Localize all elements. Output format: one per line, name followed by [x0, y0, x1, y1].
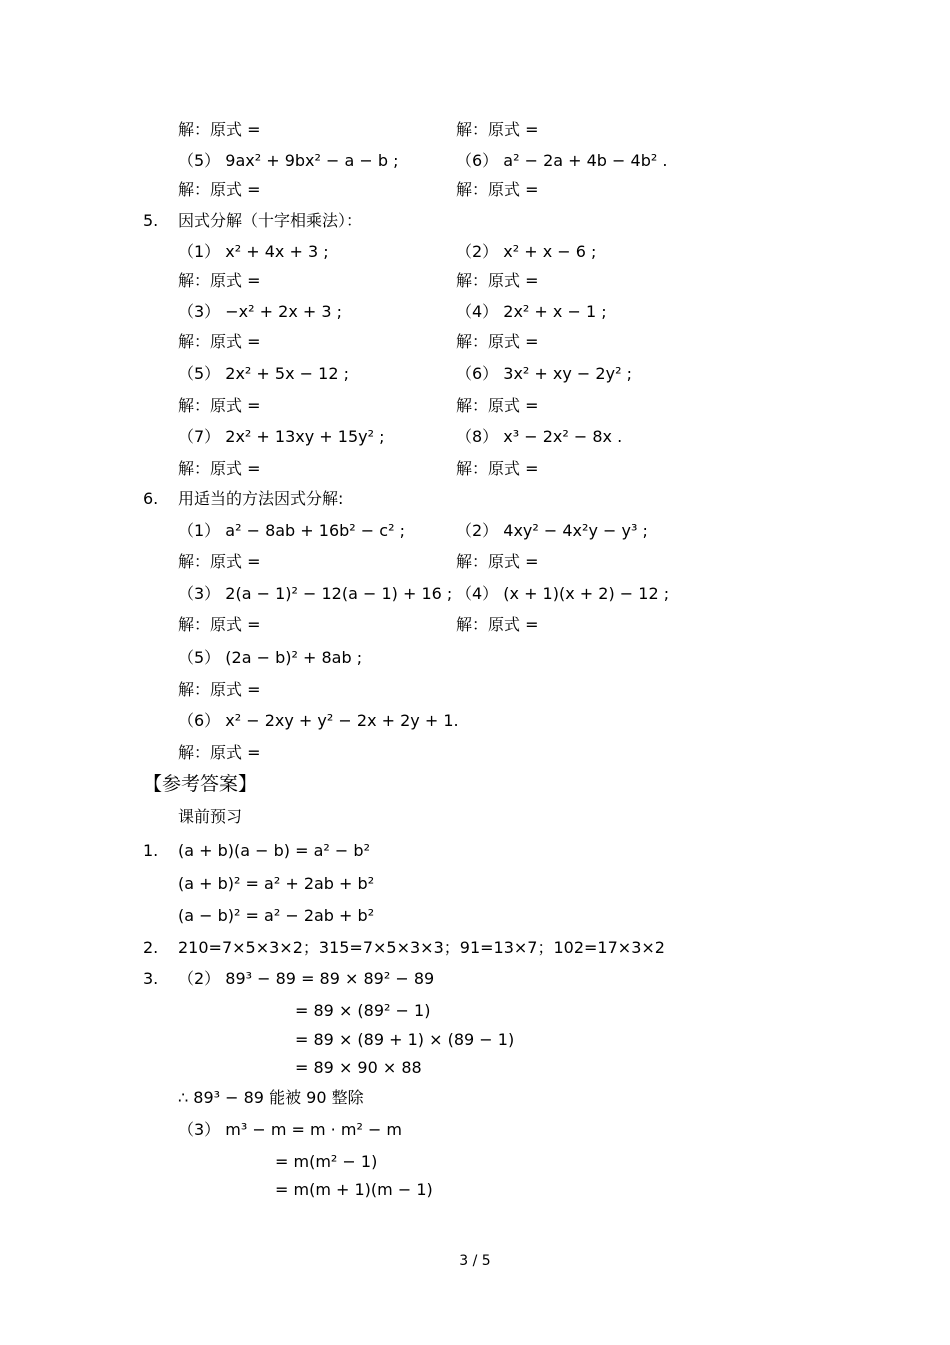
- answer-1-number: 1.: [143, 841, 159, 860]
- answer-3-line-1: （2） 89³ − 89 = 89 × 89² − 89: [178, 969, 435, 988]
- solution-line: 解：原式 =: [178, 332, 261, 351]
- solution-line: 解：原式 =: [178, 271, 261, 290]
- answer-1-line-3: (a − b)² = a² − 2ab + b²: [178, 906, 375, 925]
- exercise-5-7: （7） 2x² + 13xy + 15y² ;: [178, 427, 385, 446]
- exercise-4-5: （5） 9ax² + 9bx² − a − b ;: [178, 151, 399, 170]
- solution-line: 解：原式 =: [456, 271, 539, 290]
- answer-3-line-4: = 89 × 90 × 88: [295, 1058, 422, 1077]
- answer-2: 210=7×5×3×2；315=7×5×3×3；91=13×7；102=17×3×2: [178, 938, 665, 957]
- answer-3-line-6: （3） m³ − m = m · m² − m: [178, 1120, 403, 1139]
- solution-line: 解：原式 =: [456, 332, 539, 351]
- answers-subheading: 课前预习: [178, 807, 243, 826]
- answer-3-line-3: = 89 × (89 + 1) × (89 − 1): [295, 1030, 515, 1049]
- solution-line: 解：原式 =: [456, 396, 539, 415]
- page-number: 3 / 5: [459, 1253, 491, 1269]
- section-5-title: 因式分解（十字相乘法）：: [178, 211, 363, 230]
- answer-3-number: 3.: [143, 969, 159, 988]
- solution-line: 解：原式 =: [456, 552, 539, 571]
- exercise-6-1: （1） a² − 8ab + 16b² − c² ;: [178, 521, 405, 540]
- exercise-5-8: （8） x³ − 2x² − 8x .: [456, 427, 623, 446]
- solution-line: 解：原式 =: [178, 120, 261, 139]
- exercise-5-4: （4） 2x² + x − 1 ;: [456, 302, 607, 321]
- section-6-title: 用适当的方法因式分解:: [178, 489, 344, 508]
- solution-line: 解：原式 =: [178, 615, 261, 634]
- exercise-5-1: （1） x² + 4x + 3 ;: [178, 242, 329, 261]
- exercise-5-2: （2） x² + x − 6 ;: [456, 242, 597, 261]
- answer-3-line-5: ∴ 89³ − 89 能被 90 整除: [178, 1088, 364, 1107]
- solution-line: 解：原式 =: [456, 615, 539, 634]
- section-6-number: 6.: [143, 489, 159, 508]
- solution-line: 解：原式 =: [178, 552, 261, 571]
- solution-line: 解：原式 =: [178, 680, 261, 699]
- exercise-5-6: （6） 3x² + xy − 2y² ;: [456, 364, 632, 383]
- answer-1-line-2: (a + b)² = a² + 2ab + b²: [178, 874, 375, 893]
- exercise-5-5: （5） 2x² + 5x − 12 ;: [178, 364, 349, 383]
- answer-3-line-8: = m(m + 1)(m − 1): [275, 1180, 433, 1199]
- solution-line: 解：原式 =: [456, 180, 539, 199]
- solution-line: 解：原式 =: [178, 743, 261, 762]
- solution-line: 解：原式 =: [178, 459, 261, 478]
- solution-line: 解：原式 =: [456, 459, 539, 478]
- exercise-6-4: （4） (x + 1)(x + 2) − 12 ;: [456, 584, 670, 603]
- answer-3-line-7: = m(m² − 1): [275, 1152, 378, 1171]
- exercise-4-6: （6） a² − 2a + 4b − 4b² .: [456, 151, 668, 170]
- solution-line: 解：原式 =: [178, 180, 261, 199]
- exercise-6-3: （3） 2(a − 1)² − 12(a − 1) + 16 ;: [178, 584, 453, 603]
- solution-line: 解：原式 =: [178, 396, 261, 415]
- answer-3-line-2: = 89 × (89² − 1): [295, 1001, 431, 1020]
- exercise-6-2: （2） 4xy² − 4x²y − y³ ;: [456, 521, 648, 540]
- answer-2-number: 2.: [143, 938, 159, 957]
- solution-line: 解：原式 =: [456, 120, 539, 139]
- exercise-6-5: （5） (2a − b)² + 8ab ;: [178, 648, 363, 667]
- exercise-5-3: （3） −x² + 2x + 3 ;: [178, 302, 343, 321]
- section-5-number: 5.: [143, 211, 159, 230]
- answer-1-line-1: (a + b)(a − b) = a² − b²: [178, 841, 370, 860]
- exercise-6-6: （6） x² − 2xy + y² − 2x + 2y + 1.: [178, 711, 459, 730]
- answers-heading: 【参考答案】: [143, 773, 258, 795]
